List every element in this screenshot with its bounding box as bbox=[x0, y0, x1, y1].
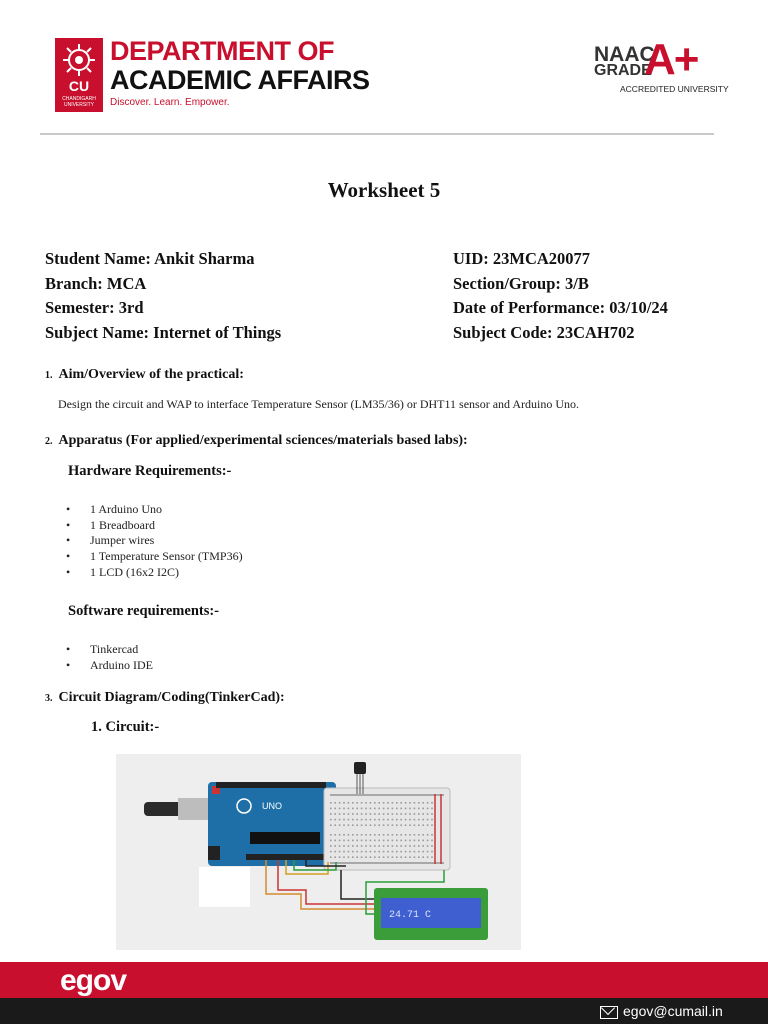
header-divider bbox=[40, 133, 714, 135]
page-header bbox=[0, 0, 768, 135]
section-group: Section/Group: 3/B bbox=[453, 273, 589, 293]
list-item: • 1 Breadboard bbox=[60, 518, 243, 534]
list-item: • Arduino IDE bbox=[60, 658, 153, 674]
semester: Semester: 3rd bbox=[45, 298, 144, 317]
breadboard bbox=[324, 788, 450, 870]
lcd-reading: 24.71 C bbox=[389, 910, 432, 921]
student-name: Student Name: Ankit Sharma bbox=[45, 249, 255, 268]
section-number: 1. bbox=[45, 370, 53, 381]
uid: UID: 23MCA20077 bbox=[453, 249, 591, 268]
logo-text: CU bbox=[68, 78, 90, 94]
section-circuit-heading bbox=[45, 690, 285, 706]
page-footer bbox=[0, 962, 768, 1024]
section-title: Aim/Overview of the practical: bbox=[58, 367, 244, 382]
aim-text: Design the circuit and WAP to interface Temperature Sensor (LM35/36) or DHT11 sensor and Arduino Uno. bbox=[58, 397, 580, 411]
temperature-sensor bbox=[354, 762, 366, 774]
university-logo bbox=[55, 38, 103, 112]
list-item: • 1 LCD (16x2 I2C) bbox=[60, 565, 243, 581]
student-info-right bbox=[453, 247, 668, 345]
component-box bbox=[199, 867, 250, 907]
circuit-illustration bbox=[116, 754, 521, 950]
list-item: • 1 Arduino Uno bbox=[60, 502, 243, 518]
accredited-label: ACCREDITED UNIVERSITY bbox=[620, 84, 729, 94]
grade-value: A+ bbox=[644, 35, 698, 84]
hardware-list bbox=[60, 502, 243, 581]
mail-icon bbox=[600, 1006, 618, 1019]
footer-email: egov@cumail.in bbox=[623, 1003, 723, 1019]
date-of-performance: Date of Performance: 03/10/24 bbox=[453, 298, 668, 317]
egov-logo: egov bbox=[60, 964, 127, 997]
section-title: Circuit Diagram/Coding(TinkerCad): bbox=[58, 690, 285, 705]
emblem-icon bbox=[61, 42, 97, 78]
subject-name: Subject Name: Internet of Things bbox=[45, 322, 282, 342]
board-label: UNO bbox=[262, 801, 282, 811]
department-title-line2: ACADEMIC AFFAIRS bbox=[110, 65, 370, 95]
list-item: • 1 Temperature Sensor (TMP36) bbox=[60, 549, 243, 565]
section-number: 2. bbox=[45, 436, 53, 447]
software-list bbox=[60, 642, 153, 673]
student-info-left bbox=[45, 247, 281, 345]
section-title: Apparatus (For applied/experimental sciences/materials based labs): bbox=[58, 433, 468, 448]
department-title-line1: DEPARTMENT OF bbox=[110, 36, 334, 66]
list-item: • Tinkercad bbox=[60, 642, 153, 658]
circuit-subheading: 1. Circuit:- bbox=[91, 719, 160, 735]
branch: Branch: MCA bbox=[45, 273, 147, 293]
hardware-heading: Hardware Requirements:- bbox=[68, 463, 232, 479]
list-item: • Jumper wires bbox=[60, 533, 243, 549]
grade-label: GRADE bbox=[594, 62, 652, 79]
naac-label: NAAC bbox=[594, 43, 655, 66]
page-title: Worksheet 5 bbox=[327, 178, 441, 202]
software-heading: Software requirements:- bbox=[68, 603, 220, 619]
circuit-diagram bbox=[116, 754, 521, 950]
section-number: 3. bbox=[45, 693, 53, 704]
power-jack bbox=[208, 846, 220, 860]
arduino-board bbox=[208, 782, 336, 866]
subject-code: Subject Code: 23CAH702 bbox=[453, 322, 635, 342]
section-aim-heading bbox=[45, 367, 244, 383]
section-apparatus-heading bbox=[45, 433, 468, 449]
tagline: Discover. Learn. Empower. bbox=[110, 97, 230, 108]
usb-connector bbox=[178, 798, 208, 820]
logo-subtext: CHANDIGARH UNIVERSITY bbox=[62, 96, 96, 108]
